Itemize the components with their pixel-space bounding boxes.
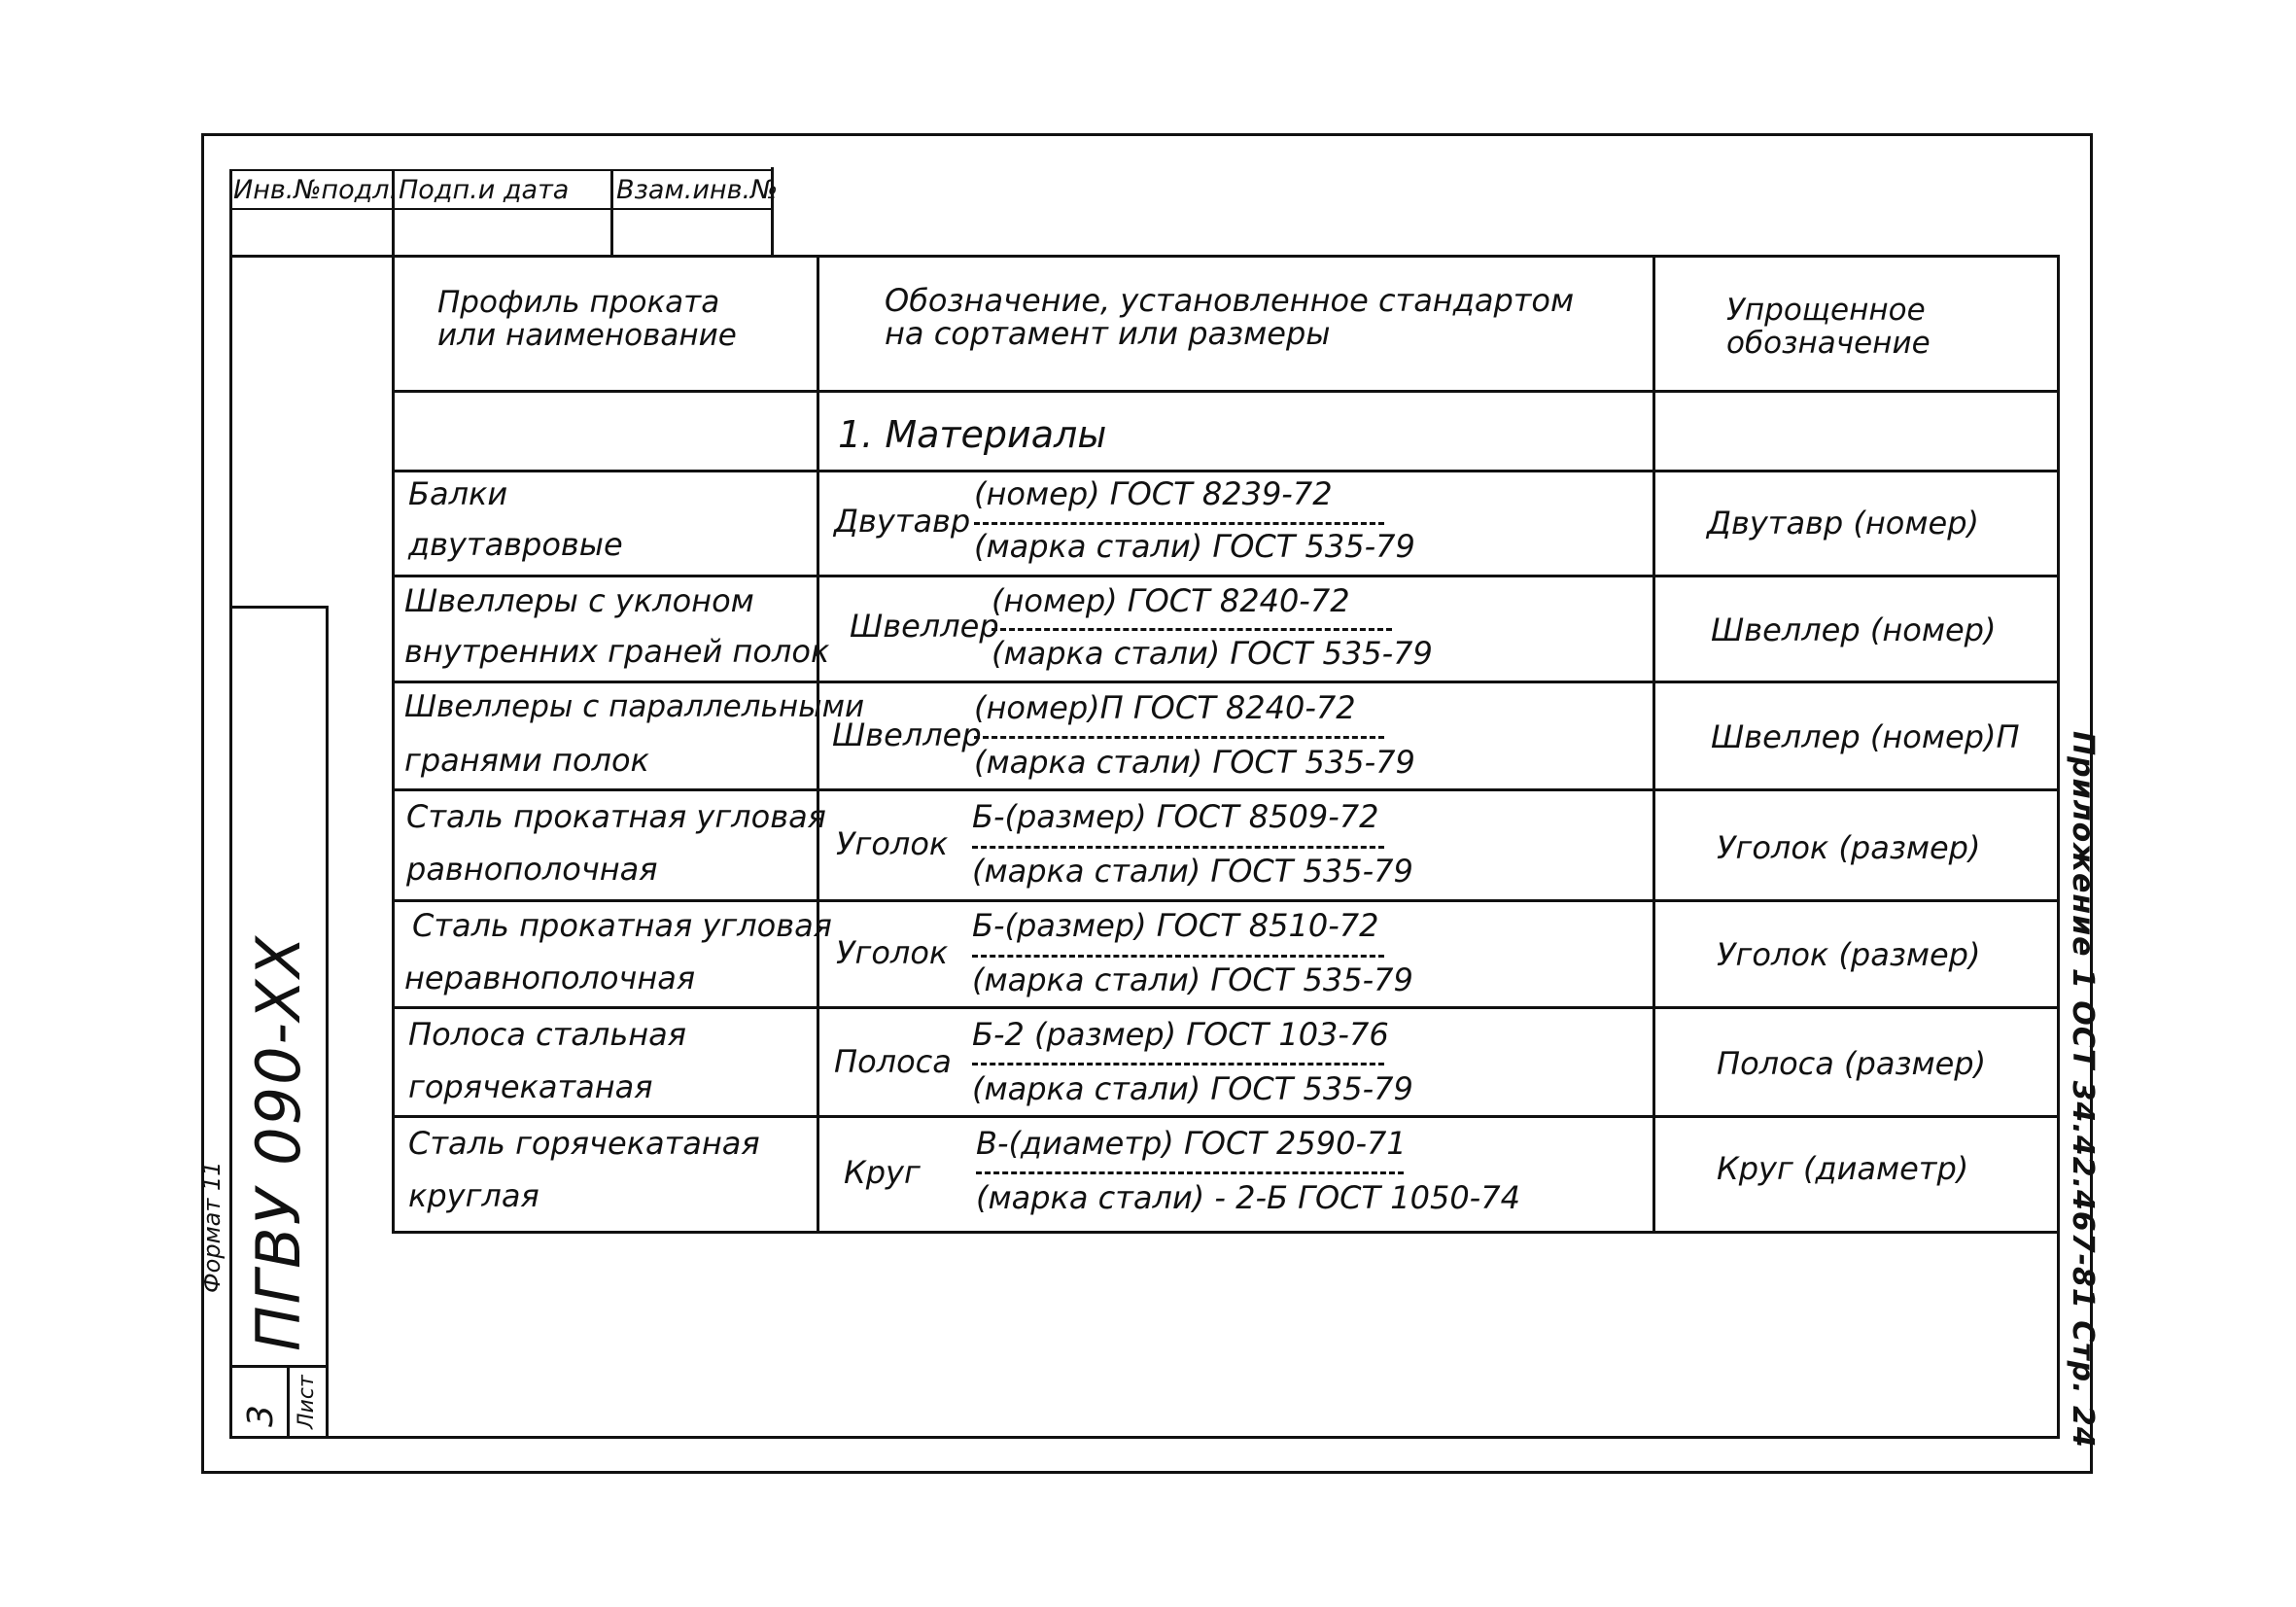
- sheet-number: 3: [241, 1405, 281, 1427]
- row-bottom: (марка стали) ГОСТ 535-79: [972, 961, 1413, 998]
- row-profile-line-2: горячекатаная: [408, 1068, 653, 1105]
- inner-frame-bottom: [229, 1436, 2060, 1439]
- row-profile-line-2: внутренних граней полок: [404, 633, 830, 670]
- outer-frame-top: [201, 133, 2093, 136]
- row-profile-line-2: гранями полок: [404, 742, 649, 779]
- row-profile-line-2: неравнополочная: [404, 960, 696, 996]
- document-code: ПГВУ 090-ХХ: [243, 934, 314, 1351]
- row-bottom: (марка стали) ГОСТ 535-79: [972, 1070, 1413, 1107]
- stamp-mid: [229, 208, 774, 210]
- row-name: Швеллер: [850, 608, 999, 645]
- appendix-reference: Приложение 1 ОСТ 34.42.467-81 Стр. 24: [2066, 731, 2100, 1449]
- table-row-line-5: [392, 1006, 2060, 1009]
- row-profile-line-2: круглая: [408, 1177, 539, 1214]
- outer-frame-bottom: [201, 1471, 2093, 1474]
- inner-frame-top: [392, 255, 2060, 258]
- row-name: Двутавр: [834, 503, 971, 540]
- side-box-top: [229, 606, 329, 609]
- row-bottom: (марка стали) ГОСТ 535-79: [972, 853, 1413, 890]
- table-col-2: [1652, 255, 1655, 1234]
- row-divider: [972, 1063, 1384, 1066]
- table-row-line-2: [392, 681, 2060, 683]
- row-simple: Швеллер (номер)П: [1711, 718, 2020, 755]
- row-top: (номер)П ГОСТ 8240-72: [974, 689, 1356, 726]
- row-profile-line-1: Швеллеры с параллельными: [404, 689, 865, 724]
- table-header-bottom: [392, 390, 2060, 393]
- row-divider: [974, 736, 1384, 739]
- row-profile-line-1: Швеллеры с уклоном: [404, 582, 754, 619]
- table-row-line-1: [392, 575, 2060, 577]
- row-divider: [972, 846, 1384, 849]
- table-section-bottom: [392, 470, 2060, 472]
- row-bottom: (марка стали) - 2-Б ГОСТ 1050-74: [976, 1179, 1520, 1216]
- table-row-line-3: [392, 788, 2060, 791]
- row-profile-line-1: Полоса стальная: [408, 1016, 686, 1053]
- row-top: Б-(размер) ГОСТ 8510-72: [972, 907, 1379, 944]
- row-profile-line-1: Сталь прокатная угловая: [412, 907, 832, 944]
- row-simple: Полоса (размер): [1717, 1045, 1987, 1082]
- table-bottom: [392, 1231, 2060, 1234]
- stamp-zam-label: Взам.инв.№: [616, 175, 779, 205]
- inner-frame-left: [229, 169, 232, 1439]
- row-top: В-(диаметр) ГОСТ 2590-71: [976, 1125, 1407, 1162]
- row-divider: [974, 522, 1384, 525]
- sheet-label: Лист: [295, 1375, 319, 1429]
- row-divider: [976, 1171, 1404, 1174]
- stamp-div-2: [610, 169, 613, 258]
- row-name: Круг: [844, 1154, 921, 1191]
- row-profile-line-2: двутавровые: [408, 526, 623, 563]
- side-box-sheet-top: [229, 1365, 329, 1368]
- row-profile-line-1: Балки: [408, 475, 508, 512]
- row-bottom: (марка стали) ГОСТ 535-79: [974, 744, 1415, 781]
- row-divider: [972, 955, 1384, 958]
- row-bottom: (марка стали) ГОСТ 535-79: [991, 635, 1433, 672]
- row-top: (номер) ГОСТ 8239-72: [974, 475, 1333, 512]
- header-designation: Обозначение, установленное стандартом на сортамент или размеры: [885, 282, 1575, 352]
- header-profile: Профиль проката или наименование: [437, 285, 737, 353]
- header-simplified: Упрощенное обозначение: [1726, 293, 1931, 361]
- row-top: Б-2 (размер) ГОСТ 103-76: [972, 1016, 1389, 1053]
- row-bottom: (марка стали) ГОСТ 535-79: [974, 528, 1415, 565]
- section-title: 1. Материалы: [838, 413, 1107, 456]
- row-top: (номер) ГОСТ 8240-72: [991, 582, 1350, 619]
- stamp-base: [229, 255, 392, 258]
- table-row-line-4: [392, 899, 2060, 902]
- row-simple: Швеллер (номер): [1711, 611, 1997, 648]
- row-top: Б-(размер) ГОСТ 8509-72: [972, 798, 1379, 835]
- row-profile-line-1: Сталь горячекатаная: [408, 1125, 760, 1162]
- side-box-right: [326, 606, 329, 1439]
- row-simple: Двутавр (номер): [1707, 505, 1979, 541]
- format-label: Формат 11: [198, 1161, 226, 1293]
- table-col-1: [817, 255, 819, 1234]
- stamp-top: [229, 169, 774, 171]
- row-simple: Круг (диаметр): [1717, 1150, 1969, 1187]
- row-profile-line-2: равнополочная: [406, 851, 658, 888]
- row-name: Уголок: [836, 825, 949, 862]
- row-simple: Уголок (размер): [1717, 829, 1981, 866]
- row-profile-line-1: Сталь прокатная угловая: [406, 798, 826, 835]
- stamp-sign-label: Подп.и дата: [399, 175, 570, 205]
- table-row-line-6: [392, 1115, 2060, 1118]
- row-simple: Уголок (размер): [1717, 936, 1981, 973]
- row-name: Полоса: [834, 1043, 952, 1080]
- row-name: Уголок: [836, 934, 949, 971]
- inner-frame-right: [2057, 255, 2060, 1439]
- side-box-sheet-div: [287, 1365, 290, 1439]
- row-name: Швеллер: [832, 716, 982, 753]
- stamp-inv-label: Инв.№подл.: [233, 175, 399, 205]
- row-divider: [991, 628, 1392, 631]
- table-col-left: [392, 255, 395, 1234]
